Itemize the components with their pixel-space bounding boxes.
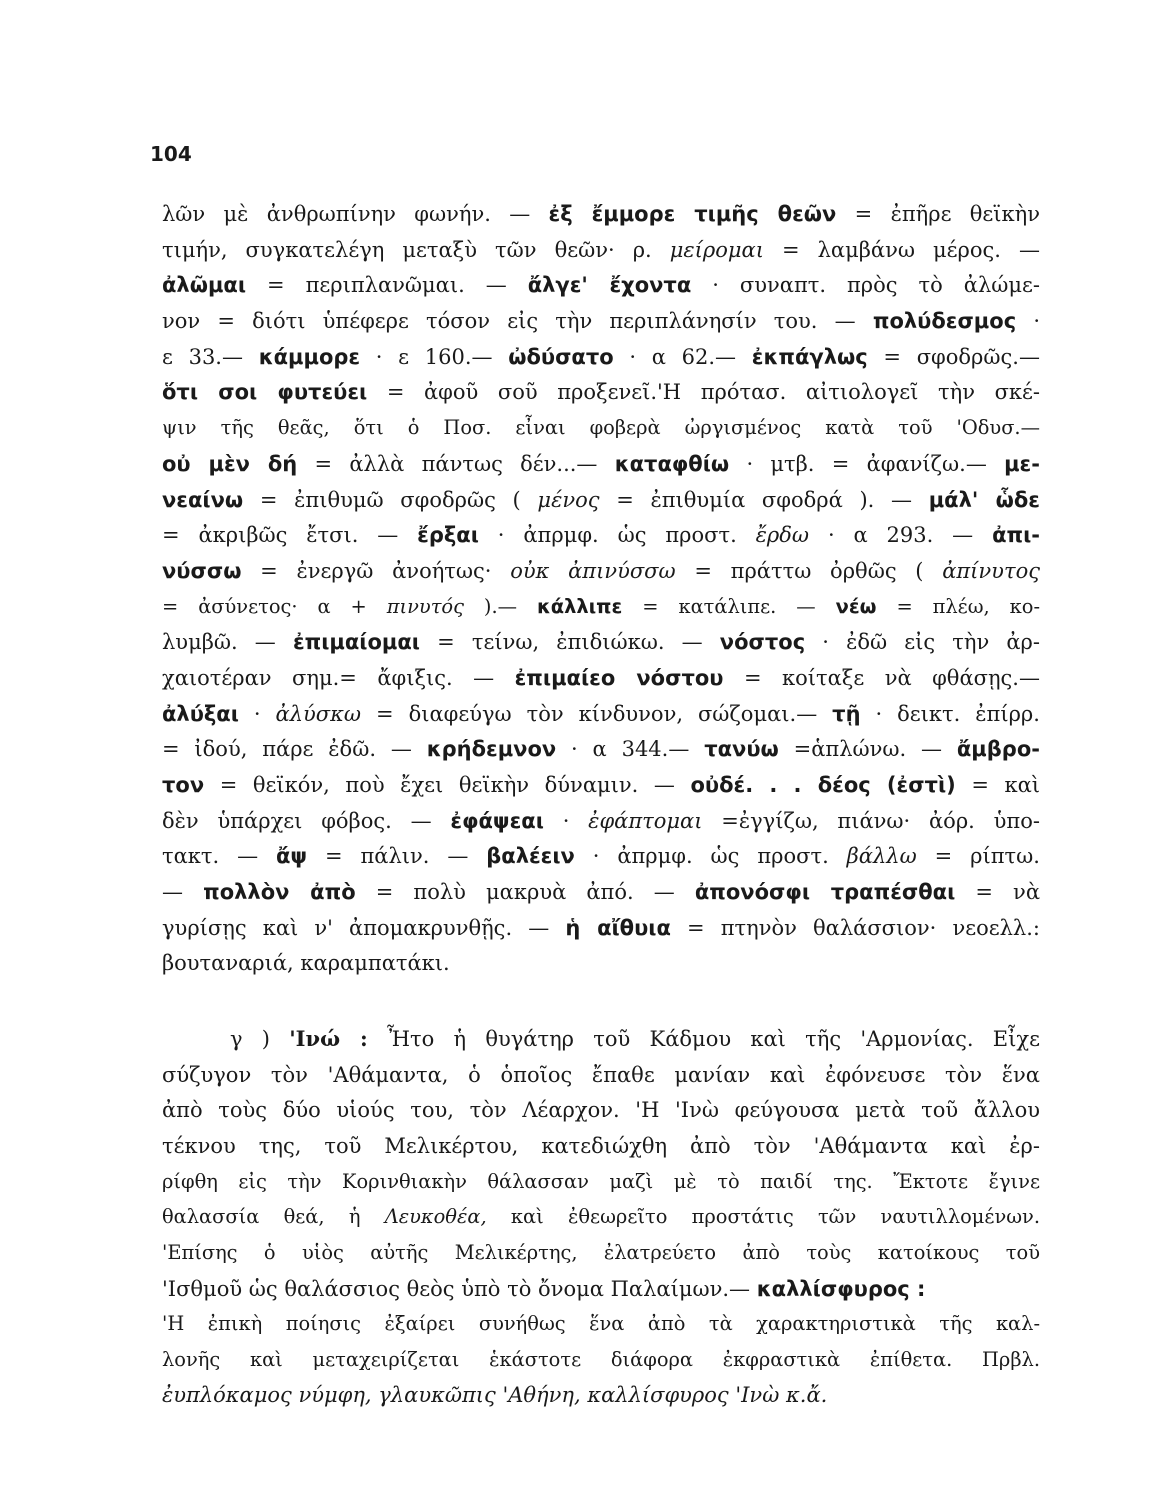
- text-line: [162, 196, 1040, 232]
- headword: ἐπιμαίομαι: [292, 630, 420, 654]
- headword: ἀπι-: [992, 523, 1040, 547]
- text-line: [162, 1271, 1040, 1307]
- text-span: Ἦτο ἡ θυγάτηρ τοῦ Κάδμου καὶ τῆς 'Αρμονίας. Εἶχε: [386, 1027, 1040, 1051]
- text-span: = νὰ: [975, 880, 1040, 904]
- text-span: τακτ. —: [162, 844, 259, 868]
- text-span: δὲν ὑπάρχει φόβος. —: [162, 809, 432, 833]
- text-span: = πτηνὸν θαλάσσιον· νεοελλ.:: [687, 916, 1040, 940]
- text-span: = ἀκριβῶς ἔτσι. —: [162, 523, 399, 547]
- text-span: 'Ισθμοῦ ὡς θαλάσσιος θεὸς ὑπὸ τὸ ὄνομα Παλαίμων.—: [162, 1277, 751, 1301]
- text-span: λῶν μὲ ἀνθρωπίνην φωνήν. —: [162, 202, 531, 226]
- headword: ἐκπάγλως: [751, 345, 868, 369]
- text-line: [162, 1128, 1040, 1164]
- text-span: = καὶ: [971, 773, 1040, 797]
- text-line: [162, 374, 1040, 410]
- text-span: = ἀλλὰ πάντως δέν...—: [314, 452, 598, 476]
- headword: με-: [1004, 452, 1040, 476]
- headword: ἐξ ἔμμορε τιμῆς θεῶν: [548, 202, 837, 226]
- headword: νέω: [835, 595, 877, 618]
- headword: τῇ: [832, 702, 861, 726]
- headword: ἀπονόσφι τραπέσθαι: [694, 880, 956, 904]
- text-line: [162, 517, 1040, 553]
- text-span: = σφοδρῶς.—: [883, 345, 1040, 369]
- text-line: [162, 1199, 1040, 1235]
- headword: τον: [162, 773, 205, 797]
- text-span: = ἐπιθυμῶ σφοδρῶς (: [259, 488, 521, 512]
- text-line: [162, 1057, 1040, 1093]
- text-span: σύζυγον τὸν 'Αθάμαντα, ὁ ὁποῖος ἔπαθε μανίαν καὶ ἐφόνευσε τὸν ἕνα: [162, 1063, 1040, 1087]
- text-line: [162, 339, 1040, 375]
- text-span: = πολὺ μακρυὰ ἀπό. —: [375, 880, 675, 904]
- text-span: = κοίταξε νὰ φθάσῃς.—: [743, 666, 1040, 690]
- text-span: καὶ ἐθεωρεῖτο προστάτις τῶν ναυτιλλομένων.: [510, 1205, 1040, 1228]
- text-span: τέκνου της, τοῦ Μελικέρτου, κατεδιώχθη ἀπὸ τὸν 'Αθάμαντα καὶ ἐρ-: [162, 1134, 1040, 1158]
- text-span: · δεικτ. ἐπίρρ.: [875, 702, 1040, 726]
- text-span: · α 293. —: [827, 523, 974, 547]
- text-line: [162, 910, 1040, 946]
- headword: κάμμορε: [258, 345, 361, 369]
- text-span: · ἐδῶ εἰς τὴν ἀρ-: [822, 630, 1040, 654]
- headword: τανύω: [704, 737, 779, 761]
- italic-term: μένος: [537, 488, 600, 512]
- text-span: χαιοτέραν σημ.= ἄφιξις. —: [162, 666, 495, 690]
- headword: βαλέειν: [486, 844, 575, 868]
- italic-term: μείρομαι: [669, 238, 764, 262]
- text-span: 'Η ἐπικὴ ποίησις ἐξαίρει συνήθως ἕνα ἀπὸ τὰ χαρακτηριστικὰ τῆς καλ-: [162, 1312, 1040, 1335]
- text-span: = ἐπιθυμία σφοδρά ). —: [616, 488, 913, 512]
- italic-term: ἀπίνυτος: [942, 559, 1040, 583]
- page-number: 104: [150, 142, 192, 166]
- text-line: [162, 1164, 1040, 1200]
- headword: ἄψ: [276, 844, 308, 868]
- text-span: =ἁπλώνω. —: [793, 737, 943, 761]
- text-span: ε 33.—: [162, 345, 243, 369]
- text-line: [162, 696, 1040, 732]
- text-line: [162, 1235, 1040, 1271]
- text-line: [162, 1092, 1040, 1128]
- italic-term: ἐυπλόκαμος νύμφη, γλαυκῶπις 'Αθήνη, καλλίσφυρος 'Ινὼ κ.ἄ.: [162, 1383, 828, 1407]
- text-span: νον = διότι ὑπέφερε τόσον εἰς τὴν περιπλάνησίν του. —: [162, 309, 856, 333]
- text-line: [162, 267, 1040, 303]
- headword: νόστος: [719, 630, 806, 654]
- headword: ἔρξαι: [417, 523, 479, 547]
- text-span: · ἀπρμφ. ὡς προστ.: [592, 844, 829, 868]
- headword: ὅτι σοι φυτεύει: [162, 380, 368, 404]
- text-span: ἀπὸ τοὺς δύο υἱούς του, τὸν Λέαρχον. 'Η 'Ινὼ φεύγουσα μετὰ τοῦ ἄλλου: [162, 1098, 1040, 1122]
- headword: ἐπιμαίεο νόστου: [514, 666, 724, 690]
- text-line: [162, 589, 1040, 625]
- headword: κρήδεμνον: [426, 737, 557, 761]
- text-span: ·: [1033, 309, 1040, 333]
- text-line: [162, 232, 1040, 268]
- headword: ἐφάψεαι: [450, 809, 544, 833]
- italic-term: πινυτός: [386, 595, 464, 618]
- headword: ἀλύξαι: [162, 702, 239, 726]
- text-line: [162, 624, 1040, 660]
- headword: ἄμβρο-: [956, 737, 1040, 761]
- headword: καταφθίω: [614, 452, 730, 476]
- text-span: · μτβ. = ἀφανίζω.—: [746, 452, 987, 476]
- text-line: [162, 731, 1040, 767]
- text-span: γ ): [230, 1027, 270, 1051]
- text-span: ·: [253, 702, 261, 726]
- text-span: βουταναριά, καραμπατάκι.: [162, 951, 450, 975]
- text-line: [162, 410, 1040, 446]
- text-span: = ἀσύνετος· α +: [162, 595, 367, 618]
- italic-term: ἀλύσκω: [275, 702, 362, 726]
- text-line: [162, 446, 1040, 482]
- italic-term: ἐφάπτομαι: [588, 809, 703, 833]
- text-span: = διαφεύγω τὸν κίνδυνον, σώζομαι.—: [376, 702, 818, 726]
- text-line: [162, 803, 1040, 839]
- text-span: = ἀφοῦ σοῦ προξενεῖ.'Η πρότασ. αἰτιολογεῖ τὴν σκέ-: [386, 380, 1040, 404]
- text-span: —: [162, 880, 183, 904]
- text-line: [162, 1342, 1040, 1378]
- text-line: [162, 1377, 1040, 1413]
- headword: ἀλῶμαι: [162, 273, 247, 297]
- text-line: [162, 660, 1040, 696]
- text-span: = λαμβάνω μέρος. —: [781, 238, 1040, 262]
- text-span: = ρίπτω.: [934, 844, 1040, 868]
- text-span: = ἐνεργῶ ἀνοήτως·: [260, 559, 492, 583]
- text-span: = πλέω, κο-: [896, 595, 1040, 618]
- text-span: ·: [562, 809, 570, 833]
- headword: νύσσω: [162, 559, 242, 583]
- text-span: τιμήν, συγκατελέγη μεταξὺ τῶν θεῶν· ρ.: [162, 238, 652, 262]
- text-line: [162, 482, 1040, 518]
- text-line: [162, 767, 1040, 803]
- text-span: = ἰδού, πάρε ἐδῶ. —: [162, 737, 412, 761]
- headword: πολλὸν ἀπὸ: [203, 880, 356, 904]
- text-span: 'Επίσης ὁ υἱὸς αὐτῆς Μελικέρτης, ἐλατρεύετο ἀπὸ τοὺς κατοίκους τοῦ: [162, 1241, 1040, 1264]
- text-span: ρίφθη εἰς τὴν Κορινθιακὴν θάλασσαν μαζὶ μὲ τὸ παιδί της. Ἔκτοτε ἔγινε: [162, 1170, 1040, 1193]
- headword: καλλίσφυρος :: [756, 1277, 926, 1301]
- headword: οὐδέ. . . δέος (ἐστὶ): [690, 773, 956, 797]
- italic-term: οὐκ ἀπινύσσω: [510, 559, 676, 583]
- text-span: = πάλιν. —: [325, 844, 469, 868]
- text-span: γυρίσῃς καὶ ν' ἀπομακρυνθῇς. —: [162, 916, 550, 940]
- text-line: [230, 1021, 1040, 1057]
- headword: ἡ αἴθυια: [565, 916, 671, 940]
- text-span: λυμβῶ. —: [162, 630, 276, 654]
- text-span: · α 62.—: [629, 345, 737, 369]
- text-span: ψιν τῆς θεᾶς, ὅτι ὁ Ποσ. εἶναι φοβερὰ ὠργισμένος κατὰ τοῦ 'Οδυσ.—: [162, 416, 1040, 439]
- text-span: = θεϊκόν, ποὺ ἔχει θεϊκὴν δύναμιν. —: [219, 773, 675, 797]
- headword: ὠδύσατο: [508, 345, 614, 369]
- headword: πολύδεσμος: [872, 309, 1017, 333]
- italic-term: Λευκοθέα,: [384, 1205, 487, 1228]
- text-span: ).—: [483, 595, 518, 618]
- text-line: [162, 303, 1040, 339]
- text-line: [162, 838, 1040, 874]
- text-line: [162, 945, 1040, 981]
- text-span: · ἀπρμφ. ὡς προστ.: [497, 523, 737, 547]
- headword: μάλ' ὧδε: [928, 488, 1040, 512]
- text-span: = κατάλιπε. —: [642, 595, 816, 618]
- text-line: [162, 1306, 1040, 1342]
- headword: κάλλιπε: [536, 595, 623, 618]
- text-span: · α 344.—: [571, 737, 690, 761]
- headword: 'Ινώ :: [289, 1026, 368, 1051]
- text-line: [162, 874, 1040, 910]
- text-span: =ἐγγίζω, πιάνω· ἀόρ. ὑπο-: [721, 809, 1040, 833]
- italic-term: ἔρδω: [755, 523, 810, 547]
- headword: ἄλγε' ἔχοντα: [527, 273, 692, 297]
- italic-term: βάλλω: [846, 844, 917, 868]
- text-span: = ἐπῆρε θεϊκὴν: [854, 202, 1040, 226]
- text-span: = πράττω ὀρθῶς (: [694, 559, 924, 583]
- text-span: = τείνω, ἐπιδιώκω. —: [437, 630, 703, 654]
- text-span: · συναπτ. πρὸς τὸ ἀλώμε-: [712, 273, 1040, 297]
- text-span: · ε 160.—: [375, 345, 493, 369]
- text-span: λονῆς καὶ μεταχειρίζεται ἑκάστοτε διάφορα ἐκφραστικὰ ἐπίθετα. Πρβλ.: [162, 1348, 1040, 1371]
- headword: νεαίνω: [162, 488, 244, 512]
- text-span: θαλασσία θεά, ἡ: [162, 1205, 361, 1228]
- text-line: [162, 553, 1040, 589]
- headword: οὐ μὲν δή: [162, 452, 298, 476]
- text-span: = περιπλανῶμαι. —: [267, 273, 507, 297]
